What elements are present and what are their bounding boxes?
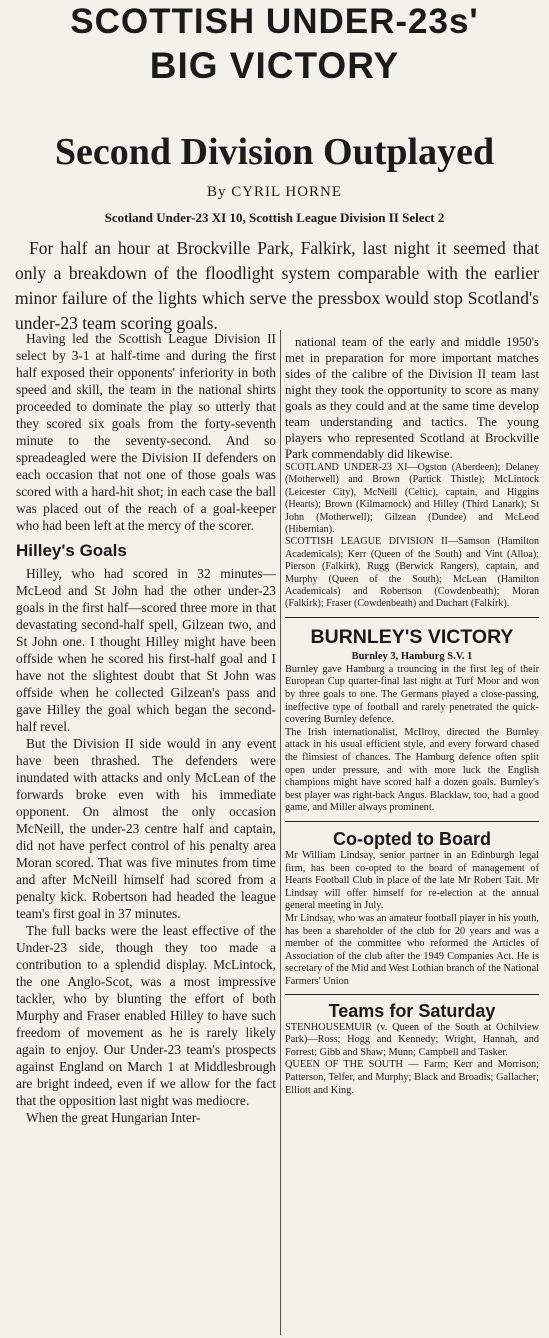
headline-line-2: BIG VICTORY xyxy=(149,45,400,86)
board-paragraph: Mr Lindsay, who was an amateur football player in his youth, has been a shareholder of the club for 20 years and was a member of the committee who reformed the Articles of Association of the club after the 1949 Companies Act. He is secretary of the Mid and West Lothian branch of the National Farmers' Union xyxy=(285,912,539,987)
headline-line-1: SCOTTISH UNDER-23s' xyxy=(70,2,479,41)
article-paragraph: When the great Hungarian Inter- xyxy=(26,1110,201,1125)
sub-headline: Second Division Outplayed xyxy=(54,131,495,173)
article-paragraph: Hilley, who had scored in 32 minutes—McLeod and St John had the other under-23 goals in the first half—scored three more in that devastating second-half spell, Gilzean two, and St John one. I thought Hilley might have been offside when he scored his first-half goal and I have not the slightest doubt that St John was offside when he collected Gilzean's pass and gave Hilley the goal which began the second-half revel. xyxy=(16,566,276,734)
byline: By CYRIL HORNE xyxy=(206,184,343,200)
article-paragraph: national team of the early and middle 1950's met in preparation for more important matches sides of the calibre of the Division II team last night they took the opportunity to score as many goals as they could and at the same time develop team understanding and tactics. The young players who represented Scotland at Brockville Park commendably did likewise. xyxy=(285,335,539,461)
burnley-headline: BURNLEY'S VICTORY xyxy=(285,617,539,650)
article-paragraph: Having led the Scottish League Division II select by 3-1 at half-time and during the first half exposed their opponents' inferiority in both speed and skill, the team in the national shirts proceeded to dominate the play so utterly that they scored six goals from the forty-seventh minute to the seventy-second. And so spreadeagled were the Division II defenders on each occasion that not one of those goals was scored with a hard-hit shot; in each case the ball was placed out of the reach of a goal-keeper who had been left at the mercy of the scorer. xyxy=(16,331,276,533)
burnley-paragraph: Burnley gave Hamburg a trouncing in the first leg of their European Cup quarter-final last night at Turf Moor and won by three goals to one. The Germans played a close-passing, ineffective type of football and rarely penetrated the quick-covering Burnley defence. xyxy=(285,663,539,726)
column-divider xyxy=(280,330,281,1335)
burnley-paragraph: The Irish internationalist, McIlroy, directed the Burnley attack in his usual efficient style, and every forward chased the flimsiest of chances. The Hamburg defence often split open under pressure, and with more luck the English champions might have scored half a dozen goals. Burnley's best player was right-back Angus. Blacklaw, too, had a good game, and Miller always prominent. xyxy=(285,726,539,814)
board-headline: Co-opted to Board xyxy=(285,821,539,850)
team-lineup-league: SCOTTISH LEAGUE DIVISION II—Samson (Hamilton Academicals); Kerr (Queen of the South) and Vint (Alloa); Pierson (Falkirk), Rugg (Berwick Rangers), captain, and Murphy (Queen of the South); McLean (Hamilton Academicals) and Robertson (Cowdenbeath); Moran (Falkirk); Fraser (Cowdenbeath) and Duchart (Falkirk). xyxy=(285,536,539,610)
column-right xyxy=(285,334,539,1335)
article-paragraph: The full backs were the least effective of the Under-23 side, though they too made a contribution to a splendid display. McLintock, the one Anglo-Scot, was a most impressive tackler, who by blunting the effort of both Murphy and Fraser enabled Hilley to have such freedom of movement as he is rarely likely again to enjoy. Our Under-23 team's prospects against England on March 1 at Middlesbrough are bright indeed, even if we allow for the fact that the opposition last night was mediocre. xyxy=(16,923,276,1108)
teams-headline: Teams for Saturday xyxy=(285,994,539,1022)
board-paragraph: Mr William Lindsay, senior partner in an Edinburgh legal firm, has been co-opted to the board of management of Hearts Football Club in place of the late Mr Robert Tait. Mr Lindsay will offer himself for re-election at the annual general meeting in July. xyxy=(285,850,539,912)
subheading-hilleys-goals: Hilley's Goals xyxy=(16,541,127,560)
teams-paragraph: QUEEN OF THE SOUTH — Farm; Kerr and Morrison; Patterson, Telfer, and Murphy; Black and Broadis; Gallacher; Elliott and King. xyxy=(285,1059,539,1096)
lead-paragraph: For half an hour at Brockville Park, Falkirk, last night it seemed that only a breakdown of the floodlight system comparable with the earlier minor failure of the lights which serve the pressbox would stop Scotland's under-23 team scoring goals. xyxy=(15,238,539,333)
teams-paragraph: STENHOUSEMUIR (v. Queen of the South at Ochilview Park)—Ross; Hogg and Kennedy; Wright, Hannah, and Forrest; Gibb and Shaw; Munn; Campbell and Tasker. xyxy=(285,1021,539,1058)
match-score: Scotland Under-23 XI 10, Scottish League Division II Select 2 xyxy=(104,210,445,225)
column-left xyxy=(16,330,276,1335)
team-lineup-scotland: SCOTLAND UNDER-23 XI—Ogston (Aberdeen); Delaney (Motherwell) and Brown (Partick Thistle); McLintock (Leicester City), McNeill (Celtic), captain, and Higgins (Hearts); Brown (Kilmarnock) and Hilley (Third Lanark); St John (Motherwell); Gilzean (Dundee) and McLeod (Hibernian). xyxy=(285,462,539,536)
article-paragraph: But the Division II side would in any event have been thrashed. The defenders were inundated with attacks and only McLean of the forwards broke even with his immediate opponent. On almost the only occasion McNeill, the under-23 centre half and captain, did not have perfect control of his penalty area Moran scored. That was five minutes from time and after McNeill himself had scored from a penalty kick. Robertson had headed the league team's first goal in 37 minutes. xyxy=(16,736,276,921)
burnley-score: Burnley 3, Hamburg S.V. 1 xyxy=(351,650,473,662)
